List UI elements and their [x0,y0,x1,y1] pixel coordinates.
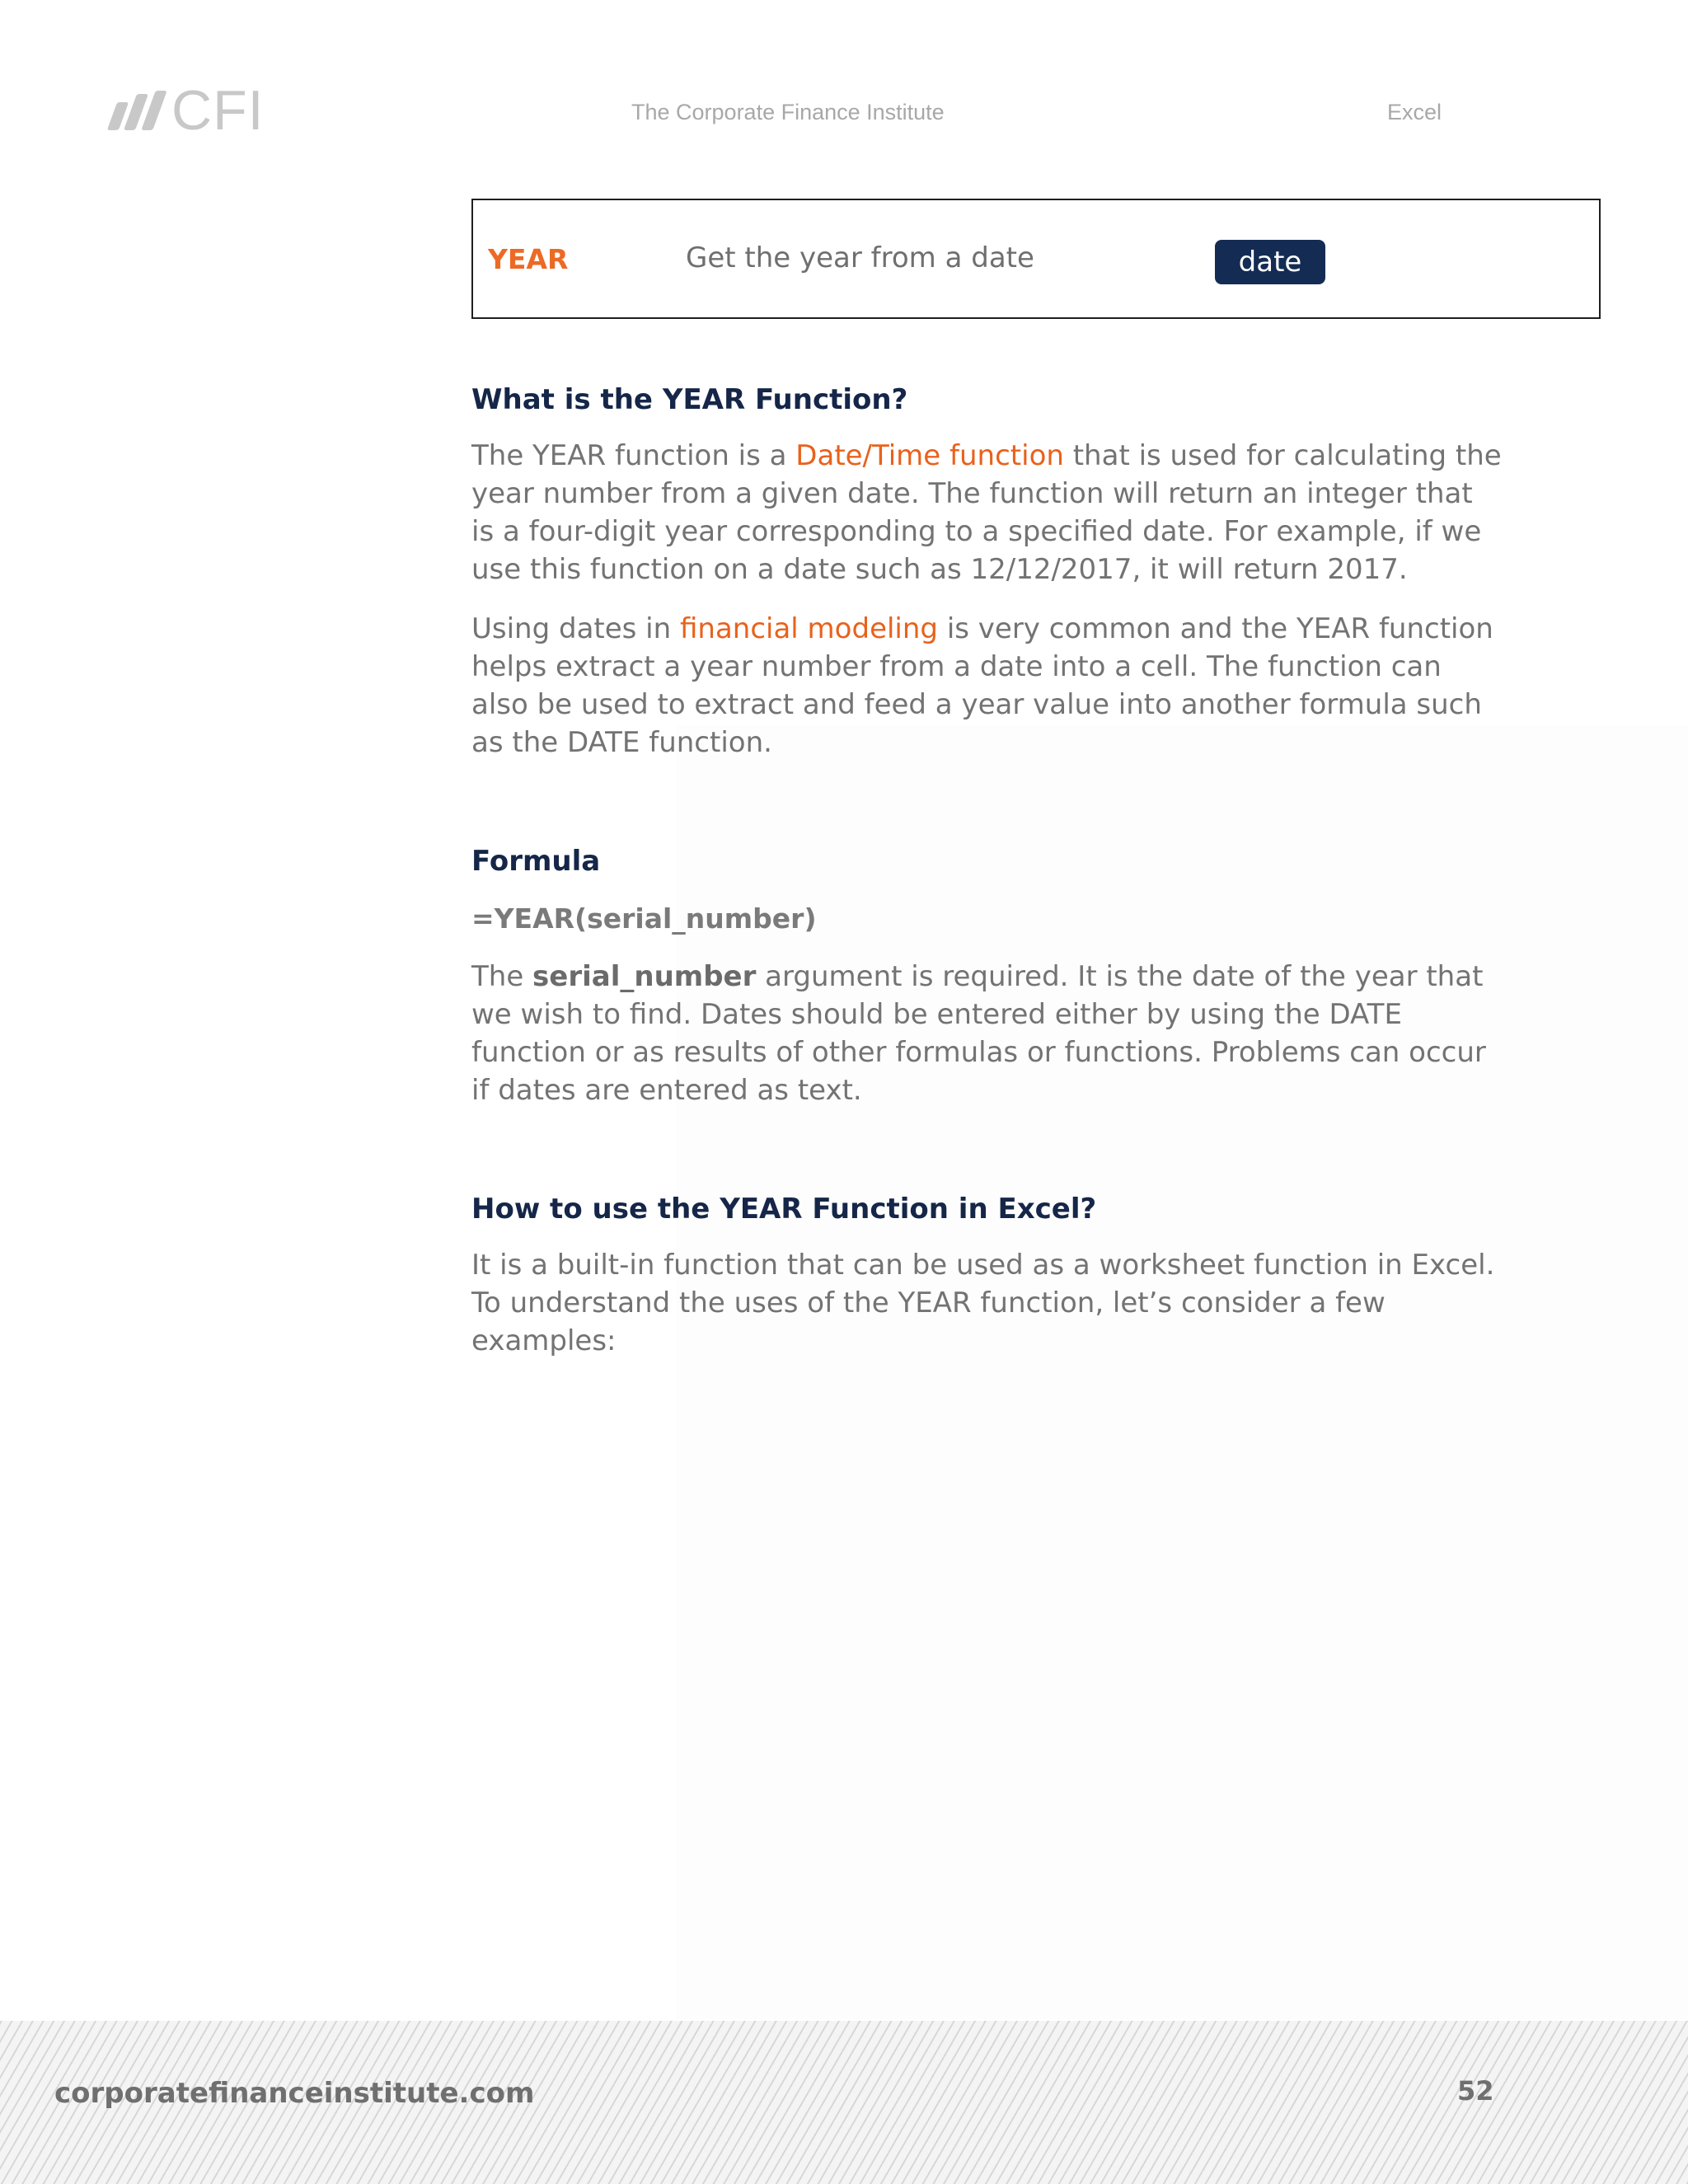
formula-syntax: =YEAR(serial_number) [471,902,817,935]
paragraph-what-is-2 [471,610,1502,762]
paragraph-what-is-1 [471,437,1502,588]
footer-website-link[interactable]: corporatefinanceinstitute.com [54,2077,535,2110]
header-title: The Corporate Finance Institute [631,100,945,124]
text: argument is required. It is the date of the year that we wish to find. Dates should be entered either by using the DATE function or as results of other formulas or functions. Problems can occur if dates are entered as text. [471,960,1486,1107]
main-content [471,379,1502,1360]
function-summary-box [471,199,1601,319]
logo-text: CFI [171,79,265,142]
category-tag: date [1215,240,1325,284]
text: is very common and the YEAR function helps extract a year number from a date into a cell. The function can also be used to extract and feed a year value into another formula such as the DATE function. [471,612,1493,759]
argument-name: serial_number [532,960,757,993]
text: The YEAR function is a [471,439,796,472]
text: that is used for calculating the year number from a given date. The function will return an integer that is a four-digit year corresponding to a specified date. For example, if we use this function on a date such as 12/12/2017, it will return 2017. [471,439,1502,586]
header-section: Excel [1387,100,1442,124]
paragraph-formula [471,958,1502,1109]
function-description: Get the year from a date [686,241,1034,274]
cfi-logo-mark-icon [112,91,160,130]
link-financial-modeling[interactable]: financial modeling [679,612,939,645]
section-heading-formula: Formula [471,845,601,878]
text: Using dates in [471,612,680,645]
function-name: YEAR [488,243,569,275]
section-heading-what-is: What is the YEAR Function? [471,383,908,416]
cfi-logo [112,79,265,142]
section-heading-how-to: How to use the YEAR Function in Excel? [471,1193,1097,1226]
link-date-time-function[interactable]: Date/Time function [795,439,1064,472]
page-number: 52 [1457,2075,1494,2107]
text: The [471,960,533,993]
paragraph-how-to: It is a built-in function that can be used as a worksheet function in Excel. To understand the uses of the YEAR function, let’s consider a few examples: [471,1249,1495,1357]
